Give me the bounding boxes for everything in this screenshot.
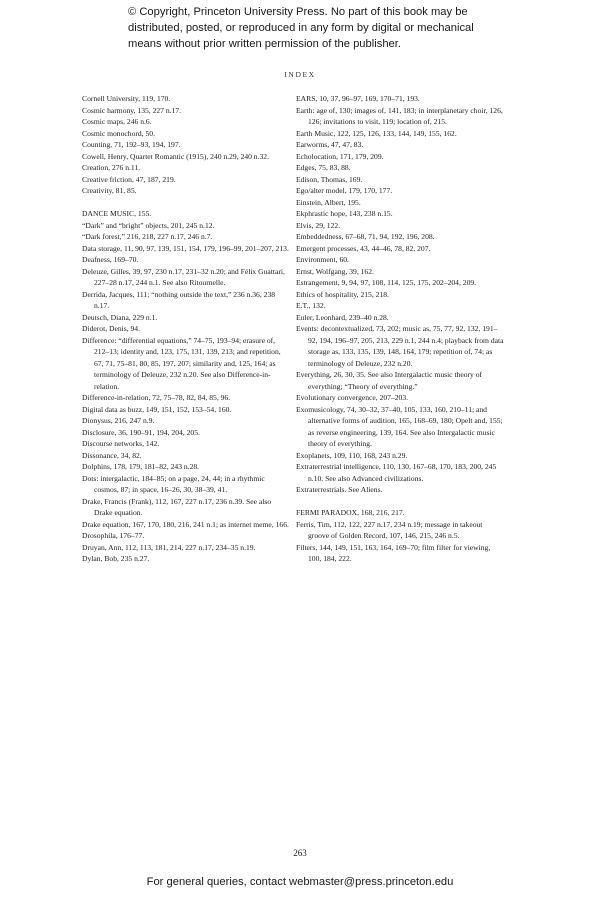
index-entry: Drosophila, 176–77. xyxy=(82,531,145,540)
index-entry: Ego/alter model, 179, 170, 177. xyxy=(296,186,393,195)
index-entry: Einstein, Albert, 195. xyxy=(296,197,361,207)
index-entry: Cosmic harmony, 135, 227 n.17. xyxy=(82,105,182,115)
index-column-right xyxy=(296,93,504,565)
index-entry: Filters, 144, 149, 151, 163, 164, 169–70; film filter for viewing, 100, 184, 222. xyxy=(296,542,491,563)
index-entry: Extraterrestrial intelligence, 110, 130, 167–68, 170, 183, 200, 245 n.10. See also Advanced civilizations. xyxy=(296,462,497,483)
index-entry: Cornell University, 119, 170. xyxy=(82,94,171,103)
index-entry: Elvis, 29, 122. xyxy=(296,220,341,230)
index-entry: Creativity, 81, 85. xyxy=(82,186,137,195)
copyright-notice: © Copyright, Princeton University Press. No part of this book may be distributed, posted, or reproduced in any form by digital or mechanical means without prior written permission of the publisher. xyxy=(128,6,474,50)
index-entry: Creation, 276 n.11. xyxy=(82,163,141,172)
index-entry: Ernst, Wolfgang, 39, 162. xyxy=(296,266,374,276)
index-entry: Ethics of hospitality, 215, 218. xyxy=(296,289,389,299)
index-entry: Events: decontextualized, 73, 202; music as, 75, 77, 92, 132, 191–92, 194, 196–97, 205, 213, 229 n.1, 244 n.4; playback from data storage as, 133, 135, 139, 148, 164, 179; repetition of, 74; as terminology of Deleuze, 232 n.20. xyxy=(296,324,504,368)
index-entry: Creative friction, 47, 187, 219. xyxy=(82,174,176,184)
index-entry: Earth: age of, 130; images of, 141, 183; in interplanetary choir, 126, 126; invitations to visit, 119; location of, 215. xyxy=(296,105,503,126)
index-entry: Exomusicology, 74, 30–32, 37–40, 105, 133, 160, 210–11; and alternative forms of audition, 165, 168–69, 180; Opelt and, 155; as reverse engineering, 139, 164. See also Intergalactic music theory of everything. xyxy=(296,404,503,448)
index-entry: Deafness, 169–70. xyxy=(82,255,139,264)
index-entry: FERMI PARADOX, 168, 216, 217. xyxy=(296,508,405,517)
index-entry: Deutsch, Diana, 229 n.1. xyxy=(82,312,158,322)
index-entry: Earworms, 47, 47, 83. xyxy=(296,140,364,149)
index-entry: Derrida, Jacques, 111; “nothing outside the text,” 236 n.36, 238 n.17. xyxy=(82,289,276,310)
index-entry: Dots: intergalactic, 184–85; on a page, 24, 44; in a rhythmic cosmos, 87; in space, 16–26, 30, 38–39, 41. xyxy=(82,473,265,494)
page-number: 263 xyxy=(293,848,307,858)
index-entry: Environment, 60. xyxy=(296,255,349,264)
index-entry: Everything, 26, 30, 35. See also Intergalactic music theory of everything; “Theory of everything.” xyxy=(296,370,483,391)
index-entry: Emergent processes, 43, 44–46, 78, 82, 207. xyxy=(296,243,431,253)
index-entry: Diderot, Denis, 94. xyxy=(82,324,140,333)
index-entry: Digital data as buzz, 149, 151, 152, 153–54, 160. xyxy=(82,404,232,414)
index-entry: “Dark” and “bright” objects, 201, 245 n.12. xyxy=(82,220,215,230)
index-entry: DANCE MUSIC, 155. xyxy=(82,209,152,218)
index-entry: Data storage, 11, 90, 97, 139, 151, 154, 179, 196–99, 201–207, 213. xyxy=(82,243,289,253)
index-entry: “Dark forest,” 216, 218, 227 n.17, 246 n.7. xyxy=(82,232,213,241)
index-entry: Dylan, Bob, 235 n.27. xyxy=(82,554,150,563)
index-entry: Exoplanets, 109, 110, 168, 243 n.29. xyxy=(296,450,408,460)
index-entry: Disclosure, 36, 190–91, 194, 204, 205. xyxy=(82,427,200,437)
index-entry: Earth Music, 122, 125, 126, 133, 144, 149, 155, 162. xyxy=(296,128,457,138)
index-entry: Drake, Francis (Frank), 112, 167, 227 n.17, 236 n.39. See also Drake equation. xyxy=(82,496,272,517)
contact-footer: For general queries, contact webmaster@press.princeton.edu xyxy=(146,876,454,888)
index-entry: Ekphrastic hope, 143, 238 n.15. xyxy=(296,209,393,218)
index-entry: Dionysus, 216, 247 n.9. xyxy=(82,416,155,425)
entry-gap xyxy=(82,197,290,209)
index-entry: Dissonance, 34, 82. xyxy=(82,450,142,460)
index-entry: Embeddedness, 67–68, 71, 94, 192, 196, 208. xyxy=(296,232,435,241)
index-entry: Echolocation, 171, 179, 209. xyxy=(296,151,384,161)
index-entry: Edges, 75, 83, 88. xyxy=(296,163,351,172)
index-entry: Euler, Leonhard, 239–40 n.28. xyxy=(296,312,389,322)
index-entry: Cosmic maps, 246 n.6. xyxy=(82,117,152,126)
running-header: INDEX xyxy=(284,70,316,79)
index-entry: Cowell, Henry, Quartet Romantic (1915), 240 n.29, 240 n.32. xyxy=(82,151,269,161)
index-entry: Ferris, Tim, 112, 122, 227 n.17, 234 n.19; message in takeout groove of Golden Record, 107, 146, 215, 246 n.5. xyxy=(296,519,483,540)
index-entry: Difference-in-relation, 72, 75–78, 82, 84, 85, 96. xyxy=(82,393,231,402)
index-entry: Discourse networks, 142. xyxy=(82,439,160,448)
index-entry: Counting, 71, 192–93, 194, 197. xyxy=(82,140,181,149)
index-entry: Druyan, Ann, 112, 113, 181, 214, 227 n.17, 234–35 n.19. xyxy=(82,542,256,552)
index-entry: Edison, Thomas, 169. xyxy=(296,174,363,184)
index-entry: EARS, 10, 37, 96–97, 169, 170–71, 193. xyxy=(296,94,420,103)
index-entry: Drake equation, 167, 170, 180, 216, 241 n.1; as internet meme, 166. xyxy=(82,519,289,529)
index-entry: Extraterrestrials. See Aliens. xyxy=(296,485,383,494)
index-entry: Estrangement, 9, 94, 97, 108, 114, 125, 175, 202–204, 209. xyxy=(296,278,477,287)
index-entry: Dolphins, 178, 179, 181–82, 243 n.28. xyxy=(82,462,200,471)
index-entry: Evolutionary convergence, 207–203. xyxy=(296,393,409,402)
index-entry: Deleuze, Gilles, 39, 97, 230 n.17, 231–32 n.20; and Félix Guattari, 227–28 n.17, 244 n.1. See also Ritournelle. xyxy=(82,266,285,287)
index-entry: E.T., 132. xyxy=(296,301,326,310)
index-column-left xyxy=(82,93,290,565)
index-entry: Difference: “differential equations,” 74–75, 193–94; erasure of, 212–13; identity and, 123, 175, 131, 139, 213; and repetition, 67, 71, 75–81, 80, 85, 197, 207; similarity and, 125, 164; as terminology of Deleuze, 232 n.20. See also Difference-in-relation. xyxy=(82,335,281,391)
index-entry: Cosmic monochord, 50. xyxy=(82,128,155,138)
entry-gap xyxy=(296,496,504,508)
